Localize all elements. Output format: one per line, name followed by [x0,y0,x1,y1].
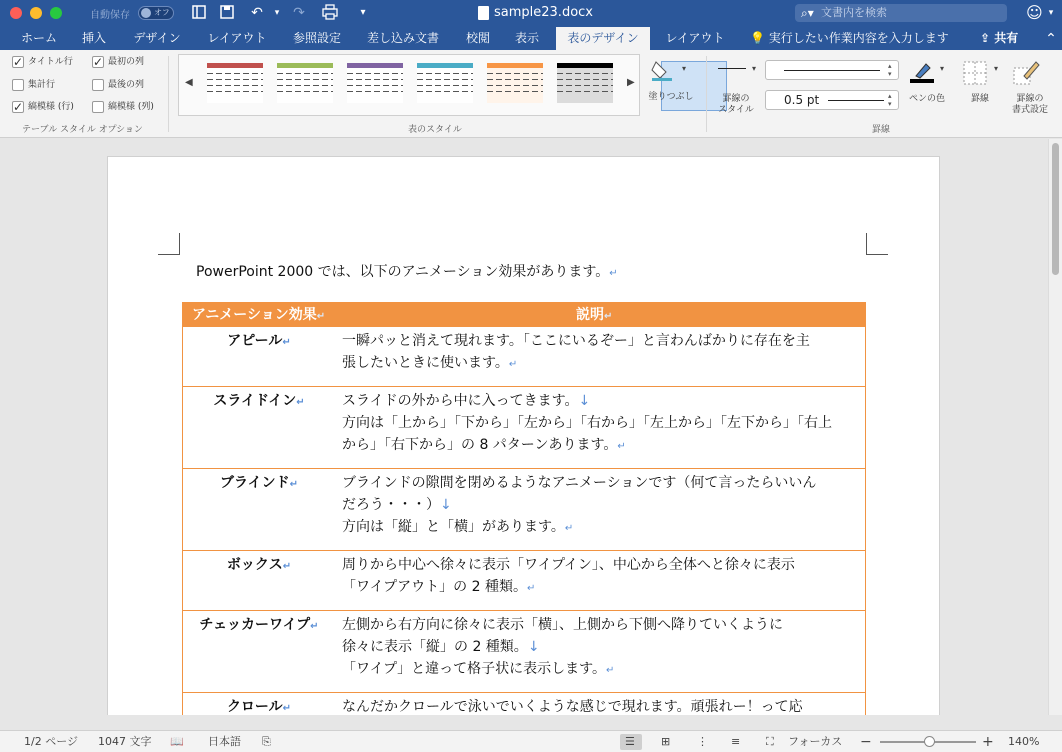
print-layout-view-icon[interactable]: ☰ [620,734,642,750]
table-style-purple[interactable] [347,63,403,103]
table-row [182,386,866,468]
table-row [182,326,866,386]
ribbon-tabs [0,27,1062,50]
table-style-blue[interactable] [417,63,473,103]
checkbox-last-column[interactable]: 最後の列 [92,77,144,93]
print-icon[interactable] [321,4,339,22]
zoom-slider-handle[interactable] [924,736,935,747]
focus-icon[interactable]: ⛶ [766,735,774,748]
shading-icon[interactable] [650,58,676,82]
web-layout-view-icon[interactable]: ⊞ [661,735,671,748]
zoom-level[interactable]: 140% [1008,735,1040,748]
tab-references[interactable]: 参照設定 [292,31,341,45]
ribbon [0,50,1062,138]
tell-me-box[interactable] [750,27,949,50]
description-cell[interactable]: 一瞬パッと消えて現れます。「ここにいるぞー」と言わんばかりに存在を主 張したいときに使います。↵ [336,326,866,386]
autosave-toggle[interactable] [138,6,174,20]
tell-me-text: 実行したい作業内容を入力します [768,31,949,45]
table-row [182,468,866,550]
header-cell-effect[interactable]: アニメーション効果↵ [182,302,336,326]
autosave-state: オフ [154,8,170,17]
line-weight-spinner-icon: ▴ ▾ [888,92,892,108]
tab-view[interactable]: 表示 [514,31,539,45]
margin-mark-top-right [866,233,888,255]
lightbulb-icon: 💡 [750,31,765,45]
tab-layout[interactable]: レイアウト [207,31,267,45]
document-area [0,139,1048,715]
description-cell[interactable]: スライドの外から中に入ってきます。↓ 方向は「上から」「下から」「左から」「右から」「左上から」「左下から」「右上 から」「右下から」の 8 パターンあります。↵ [336,386,866,468]
checkbox-banded-columns[interactable]: 縞模様 (列) [92,99,154,115]
close-window-button[interactable] [10,7,22,19]
zoom-out-button[interactable]: − [860,734,872,750]
description-cell[interactable]: ブラインドの隙間を閉めるようなアニメーションです（何て言ったらいいん だろう・・・）↓ 方向は「縦」と「横」があります。↵ [336,468,866,550]
border-painter-icon[interactable] [1012,58,1042,86]
sidebar-toggle-icon[interactable] [190,4,208,22]
tab-review[interactable]: 校閲 [465,31,490,45]
search-icon: ⌕▾ [801,6,814,20]
ribbon-collapse-icon[interactable]: ⌃ [1045,31,1057,47]
borders-icon[interactable] [962,60,988,86]
table-style-black[interactable] [557,63,613,103]
pen-color-label: ペンの色 [908,94,945,104]
border-style-dropdown-icon[interactable]: ▾ [752,64,757,73]
search-placeholder: 文書内を検索 [821,6,887,19]
borders-label: 罫線 [970,94,989,104]
effect-name-cell[interactable]: クロール↵ [182,692,336,715]
border-style-label[interactable]: 罫線の スタイル [718,94,754,115]
line-style-spinner-icon: ▴ ▾ [888,62,892,78]
page-count[interactable]: 1/2 ページ [24,735,78,748]
status-bar [0,730,1062,752]
intro-paragraph[interactable]: PowerPoint 2000 では、以下のアニメーション効果があります。↵ [196,264,618,280]
table-row [182,692,866,715]
pen-color-dropdown-icon[interactable]: ▾ [940,64,945,73]
tab-home[interactable]: ホーム [20,31,57,45]
effect-name-cell[interactable]: アピール↵ [182,326,336,386]
document-page[interactable] [107,156,940,715]
table-row [182,610,866,692]
autosave-label: 自動保存 [90,10,130,21]
scrollbar-thumb[interactable] [1052,143,1059,275]
table-header-row [182,302,866,326]
track-changes-icon[interactable]: ⎘ [262,735,271,748]
zoom-in-button[interactable]: + [982,734,994,750]
title-bar [0,0,1062,27]
description-cell[interactable]: 左側から右方向に徐々に表示「横」、上側から下側へ降りていくように 徐々に表示「縦」の 2 種類。↓ 「ワイプ」と違って格子状に表示します。↵ [336,610,866,692]
line-style-select[interactable] [765,60,899,80]
zoom-window-button[interactable] [50,7,62,19]
effect-name-cell[interactable]: ブラインド↵ [182,468,336,550]
table-row [182,550,866,610]
header-cell-description[interactable]: 説明↵ [336,302,866,326]
group-label-borders: 罫線 [872,125,891,135]
checkbox-banded-rows[interactable]: ✓縞模様 (行) [12,99,74,115]
tab-design[interactable]: デザイン [133,31,181,45]
gallery-prev-icon[interactable]: ◀ [185,77,193,88]
paragraph-mark-icon: ↵ [609,268,618,279]
document-title: sample23.docx [494,5,593,20]
feedback-dropdown-icon[interactable]: ▾ [1048,8,1054,18]
shading-dropdown-icon[interactable]: ▾ [682,64,687,73]
effect-name-cell[interactable]: ボックス↵ [182,550,336,610]
checkbox-total-row[interactable]: 集計行 [12,77,55,93]
animation-table[interactable] [182,302,866,715]
gallery-next-icon[interactable]: ▶ [627,77,635,88]
group-label-table-style-options: テーブル スタイル オプション [22,125,143,135]
search-input[interactable] [795,4,1007,22]
share-label: 共有 [994,31,1019,45]
undo-icon[interactable]: ↶ [251,5,263,21]
description-cell[interactable]: なんだかクロールで泳いでいくような感じで現れます。頑張れー！って応 [336,692,866,715]
checkbox-first-column[interactable]: ✓ 最初の列 [92,54,144,70]
save-icon[interactable] [218,4,236,22]
share-button[interactable] [980,27,1018,50]
draft-view-icon[interactable]: ≡ [731,735,741,748]
shading-label: 塗りつぶし [648,92,694,102]
group-label-table-styles: 表のスタイル [408,125,462,135]
table-style-green[interactable] [277,63,333,103]
checkbox-title-row[interactable]: ✓タイトル行 [12,54,73,70]
border-style-preview[interactable] [718,68,746,69]
focus-mode[interactable]: フォーカス [788,735,843,748]
description-cell[interactable]: 周りから中心へ徐々に表示「ワイプイン」、中心から全体へと徐々に表示 「ワイプアウト」の 2 種類。↵ [336,550,866,610]
table-style-orange[interactable] [487,63,543,103]
proofing-icon[interactable]: 📖 [170,735,184,748]
tab-insert[interactable]: 挿入 [81,31,106,45]
margin-mark-top-left [158,233,180,255]
minimize-window-button[interactable] [30,7,42,19]
customize-toolbar-icon[interactable]: ▾ [360,7,366,18]
feedback-smiley-icon[interactable]: ☺ [1026,3,1043,22]
redo-icon[interactable]: ↷ [293,5,305,21]
tab-table-design[interactable]: 表のデザイン [556,27,650,50]
pen-color-icon[interactable] [908,60,936,84]
effect-name-cell[interactable]: スライドイン↵ [182,386,336,468]
effect-name-cell[interactable]: チェッカーワイプ↵ [182,610,336,692]
language[interactable]: 日本語 [208,735,241,748]
line-weight-value: 0.5 pt [784,93,820,107]
vertical-scrollbar[interactable] [1048,139,1062,715]
border-painter-label[interactable]: 罫線の 書式設定 [1011,94,1048,115]
borders-dropdown-icon[interactable]: ▾ [994,64,999,73]
line-weight-select[interactable] [765,90,899,110]
share-icon: ⇪ [980,31,991,45]
tab-table-layout[interactable]: レイアウト [665,31,725,45]
word-count[interactable]: 1047 文字 [98,735,152,748]
undo-dropdown-icon[interactable]: ▾ [274,8,280,18]
table-styles-gallery [178,54,640,116]
tab-mailings[interactable]: 差し込み文書 [366,31,439,45]
outline-view-icon[interactable]: ⋮ [697,735,708,748]
table-style-red[interactable] [207,63,263,103]
